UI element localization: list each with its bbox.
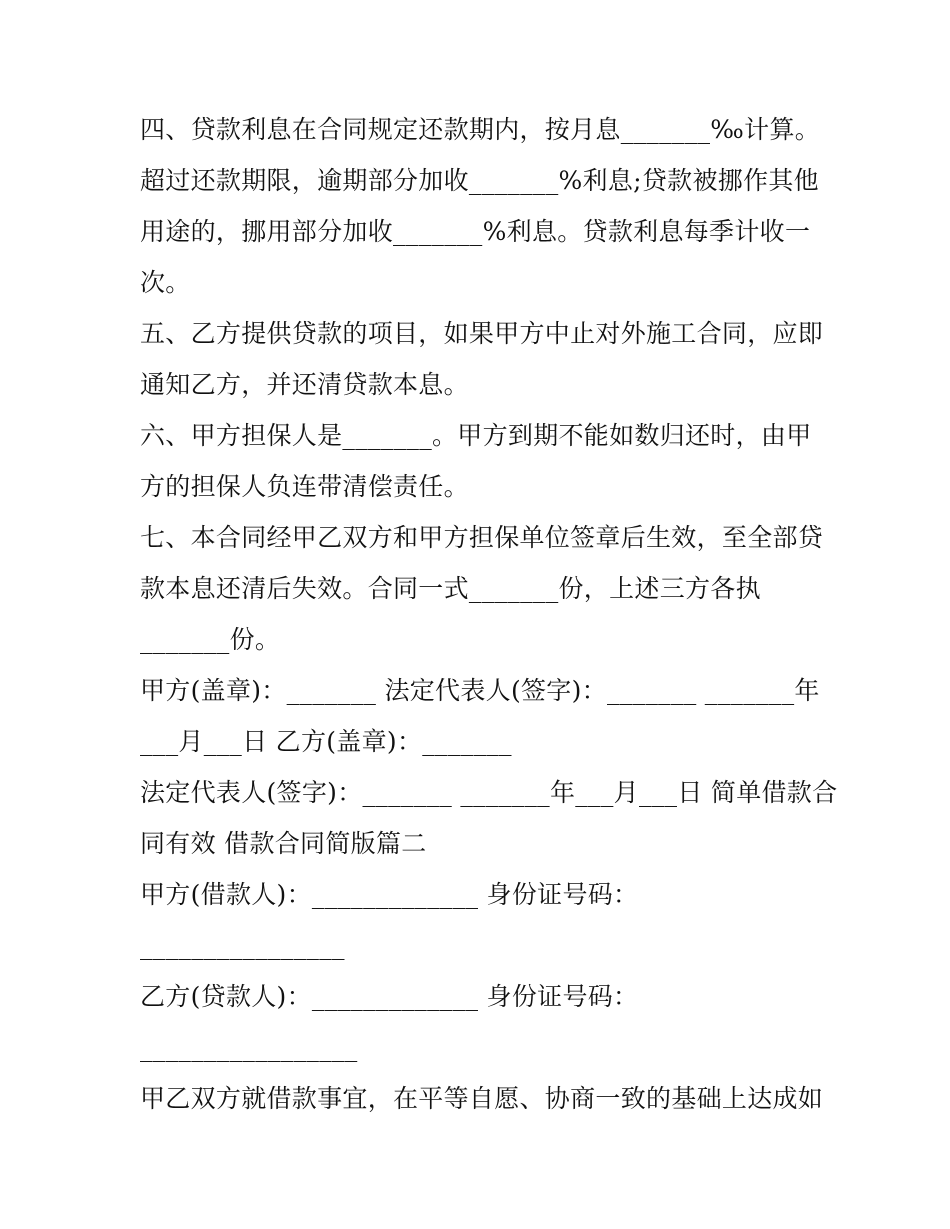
- text-line: 方的担保人负连带清偿责任。: [140, 472, 469, 501]
- text-line: 五、乙方提供贷款的项目，如果甲方中止对外施工合同，应即: [140, 319, 824, 348]
- text-line: 四、贷款利息在合同规定还款期内，按月息_______‰计算。: [140, 115, 821, 144]
- text-line: 超过还款期限，逾期部分加收_______%利息;贷款被挪作其他: [140, 166, 819, 195]
- document-body: [140, 104, 838, 1124]
- text-line: 法定代表人(签字)：_______ _______年___月___日 简单借款合: [140, 778, 838, 807]
- text-line: _______份。: [140, 625, 281, 654]
- text-line: 用途的，挪用部分加收_______%利息。贷款利息每季计收一: [140, 217, 811, 246]
- text-line: 款本息还清后失效。合同一式_______份，上述三方各执: [140, 574, 761, 603]
- text-line: ___月___日 乙方(盖章)：_______: [140, 727, 512, 756]
- text-line: 甲方(借款人)：_____________ 身份证号码：: [140, 880, 639, 909]
- text-line: ________________: [140, 931, 345, 960]
- text-line: 通知乙方，并还清贷款本息。: [140, 370, 469, 399]
- text-line: 甲乙双方就借款事宜，在平等自愿、协商一致的基础上达成如: [140, 1084, 824, 1113]
- text-line: 七、本合同经甲乙双方和甲方担保单位签章后生效，至全部贷: [140, 523, 824, 552]
- text-line: 次。: [140, 268, 191, 297]
- text-line: 同有效 借款合同简版篇二: [140, 829, 427, 858]
- text-line: 甲方(盖章)：_______ 法定代表人(签字)：_______ _______年: [140, 676, 820, 705]
- text-line: _________________: [140, 1033, 358, 1062]
- text-line: 乙方(贷款人)：_____________ 身份证号码：: [140, 982, 639, 1011]
- text-line: 六、甲方担保人是_______。甲方到期不能如数归还时，由甲: [140, 421, 812, 450]
